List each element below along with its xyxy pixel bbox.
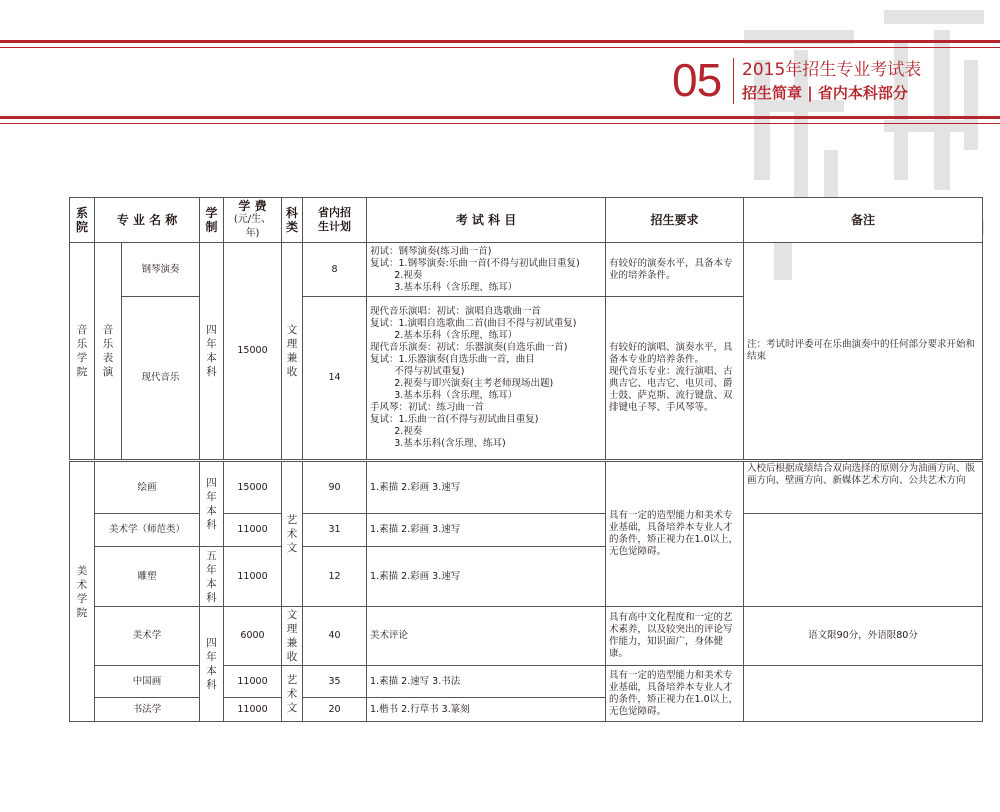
subjects-modern-music: 现代音乐演唱：初试：演唱自选歌曲一首 复试：1.演唱自选歌曲二首(曲目不得与初试重复) 2.基本乐科（含乐理、练耳） 现代音乐演奏：初试：乐器演奏(自选乐曲一首) 复试：1.乐器演奏(自选乐曲一首，曲目 不得与初试重复) 2.视奏与即兴演奏(主考老师现场出题) 3.基本乐科（含乐理、练耳） 手风琴：初试：练习曲一首 复试：1.乐曲一首(不得与初试曲目重复) 2.视奏 3.基本乐科(含乐理、练耳) <box>367 297 606 461</box>
top-rule-thick <box>0 40 1000 43</box>
major-sculpture: 雕塑 <box>95 547 200 607</box>
major-fine-arts-teacher: 美术学（师范类） <box>95 514 200 547</box>
system-music: 四 年 本 科 <box>200 243 224 461</box>
bottom-rule-thin <box>0 123 1000 124</box>
fee-painting: 15000 <box>224 461 282 514</box>
system-art-bottom: 四 年 本 科 <box>200 607 224 722</box>
header-fee <box>224 198 282 243</box>
subjects-chinese-painting: 1.素描 2.速写 3.书法 <box>367 666 606 698</box>
major-art-theory: 美术学 <box>95 607 200 666</box>
subjects-piano: 初试：钢琴演奏(练习曲一首) 复试：1.钢琴演奏:乐曲一首(不得与初试曲目重复) 2.视奏 3.基本乐科（含乐理、练耳） <box>367 243 606 297</box>
header-system: 学 制 <box>200 198 224 243</box>
fee-calligraphy: 11000 <box>224 698 282 722</box>
requirements-art-theory: 具有高中文化程度和一定的艺术素养，以及较突出的评论写作能力，知识面广，身体健康。 <box>606 607 744 666</box>
requirements-piano: 有较好的演奏水平，具备本专业的培养条件。 <box>606 243 744 297</box>
subjects-calligraphy: 1.楷书 2.行草书 3.篆刻 <box>367 698 606 722</box>
bottom-rule-thick <box>0 116 1000 119</box>
plan-fine-arts-teacher: 31 <box>303 514 367 547</box>
requirements-modern-music: 有较好的演唱、演奏水平，具备本专业的培养条件。 现代音乐专业：流行演唱、古典吉它、电吉它、电贝司、爵士鼓、萨克斯、流行键盘、双排键电子琴、手风琴等。 <box>606 297 744 461</box>
plan-piano: 8 <box>303 243 367 297</box>
header-fee-unit: (元/生、年) <box>233 214 272 239</box>
subjects-art-theory: 美术评论 <box>367 607 606 666</box>
major-modern-music: 现代音乐 <box>122 297 200 461</box>
header-plan: 省内招 生计划 <box>303 198 367 243</box>
header-requirements: 招生要求 <box>606 198 744 243</box>
system-sculpture: 五 年 本 科 <box>200 547 224 607</box>
plan-calligraphy: 20 <box>303 698 367 722</box>
header-category: 科 类 <box>282 198 303 243</box>
fee-chinese-painting: 11000 <box>224 666 282 698</box>
subjects-sculpture: 1.素描 2.彩画 3.速写 <box>367 547 606 607</box>
page-subtitle: 招生简章 | 省内本科部分 <box>742 84 908 102</box>
subjects-painting: 1.素描 2.彩画 3.速写 <box>367 461 606 514</box>
plan-chinese-painting: 35 <box>303 666 367 698</box>
note-art-theory: 语文限90分，外语限80分 <box>744 607 983 666</box>
group-music-performance: 音 乐 表 演 <box>95 243 122 461</box>
note-empty <box>744 514 983 607</box>
fee-music: 15000 <box>224 243 282 461</box>
major-calligraphy: 书法学 <box>95 698 200 722</box>
header-fee-label: 学 费 <box>238 199 267 213</box>
category-art-top: 艺 术 文 <box>282 461 303 607</box>
requirements-art-group2: 具有一定的造型能力和美术专业基础，具备培养本专业人才的条件，矫正视力在1.0以上，无色觉障碍。 <box>606 666 744 722</box>
plan-sculpture: 12 <box>303 547 367 607</box>
header-divider <box>733 58 734 104</box>
dept-art: 美 术 学 院 <box>70 461 95 722</box>
exam-schedule-table <box>69 197 983 722</box>
header-notes: 备注 <box>744 198 983 243</box>
requirements-art-group1: 具有一定的造型能力和美术专业基础，具备培养本专业人才的条件，矫正视力在1.0以上，无色觉障碍。 <box>606 461 744 607</box>
note-music: 注：考试时评委可在乐曲演奏中的任何部分要求开始和结束 <box>744 243 983 461</box>
note-empty-bottom <box>744 666 983 722</box>
header-dept: 系 院 <box>70 198 95 243</box>
header-major: 专 业 名 称 <box>95 198 200 243</box>
plan-painting: 90 <box>303 461 367 514</box>
note-painting: 入校后根据成绩结合双向选择的原则分为油画方向、版画方向、壁画方向、新媒体艺术方向、公共艺术方向 <box>744 461 983 514</box>
plan-art-theory: 40 <box>303 607 367 666</box>
category-art-bottom: 艺 术 文 <box>282 666 303 722</box>
subjects-fine-arts-teacher: 1.素描 2.彩画 3.速写 <box>367 514 606 547</box>
major-painting: 绘画 <box>95 461 200 514</box>
fee-fine-arts-teacher: 11000 <box>224 514 282 547</box>
major-chinese-painting: 中国画 <box>95 666 200 698</box>
system-painting: 四 年 本 科 <box>200 461 224 547</box>
plan-modern-music: 14 <box>303 297 367 461</box>
page-number: 05 <box>672 54 722 106</box>
dept-music: 音 乐 学 院 <box>70 243 95 461</box>
category-music: 文 理 兼 收 <box>282 243 303 461</box>
category-art-theory: 文 理 兼 收 <box>282 607 303 666</box>
header-subjects: 考 试 科 目 <box>367 198 606 243</box>
page-title: 2015年招生专业考试表 <box>742 60 922 80</box>
major-piano: 钢琴演奏 <box>122 243 200 297</box>
top-rule-thin <box>0 47 1000 48</box>
fee-art-theory: 6000 <box>224 607 282 666</box>
fee-sculpture: 11000 <box>224 547 282 607</box>
